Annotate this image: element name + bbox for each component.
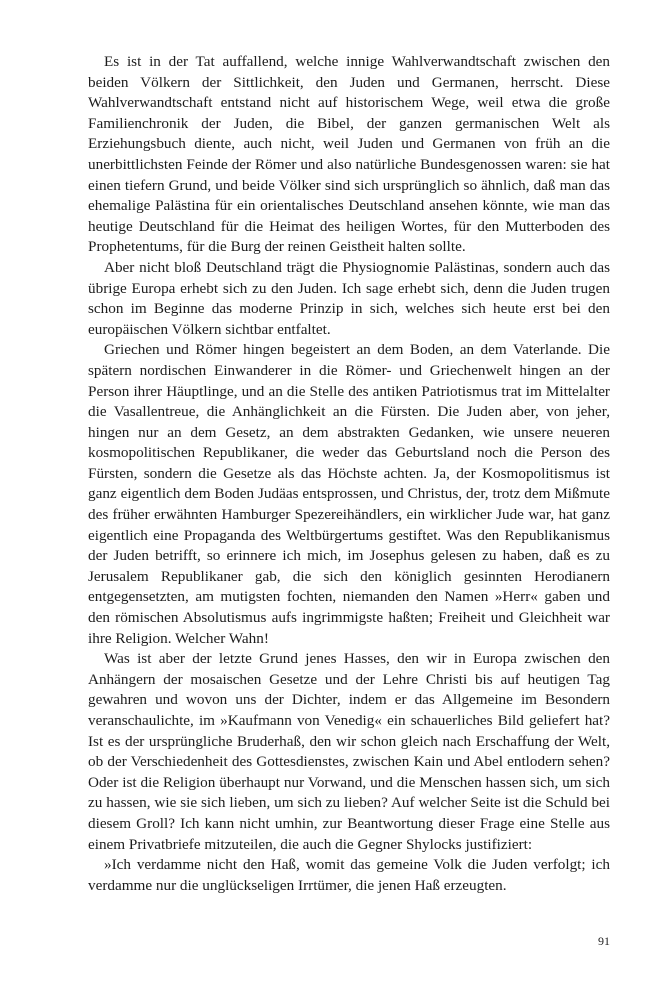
paragraph-5: »Ich verdamme nicht den Haß, womit das gemeine Volk die Juden verfolgt; ich verdamme nur die unglückseligen Irrtümer, die jenen Haß erzeugten. [88, 856, 610, 894]
paragraph-3: Griechen und Römer hingen begeistert an dem Boden, an dem Vaterlande. Die spätern nordischen Einwanderer in die Römer- und Griechenwelt hingen an der Person ihrer Häuptlinge, und an die Stelle des antiken Patriotismus trat im Mittelalter die Vasallentreue, die Anhänglichkeit an die Fürsten. Die Juden aber, von jeher, hingen nur an dem Gesetz, an dem abstrakten Gedanken, wie unsere neueren kosmopolitischen Republikaner, die weder das Geburtsland noch die Person des Fürsten, sondern die Gesetze als das Höchste achten. Ja, der Kosmopolitismus ist ganz eigentlich dem Boden Judäas entsprossen, und Christus, der, trotz dem Mißmute des früher erwähnten Hamburger Spezereihändlers, ein wirklicher Jude war, hat ganz eigentlich eine Propaganda des Weltbürgertums gestiftet. Was den Republikanismus der Juden betrifft, so erinnere ich mich, im Josephus gelesen zu haben, daß es zu Jerusalem Republikaner gab, die sich den königlich gesinnten Herodianern entgegensetzten, am mutigsten fochten, niemanden den Namen »Herr« gaben und den römischen Absolutismus aufs ingrimmigste haßten; Freiheit und Gleichheit war ihre Religion. Welcher Wahn! [88, 341, 610, 647]
body-text [88, 52, 610, 896]
paragraph-1: Es ist in der Tat auffallend, welche innige Wahlverwandtschaft zwischen den beiden Völkern der Sittlichkeit, den Juden und Germanen, herrscht. Diese Wahlverwandtschaft entstand nicht auf historischem Wege, weil etwa die große Familienchronik der Juden, die Bibel, der ganzen germanischen Welt als Erziehungsbuch diente, auch nicht, weil Juden und Germanen von früh an die unerbittlichsten Feinde der Römer und also natürliche Bundesgenossen waren: sie hat einen tiefern Grund, und beide Völker sind sich ursprünglich so ähnlich, daß man das ehemalige Palästina für ein orientalisches Deutschland ansehen könnte, wie man das heutige Deutschland für die Heimat des heiligen Wortes, für den Mutterboden des Prophetentums, für die Burg der reinen Geistheit halten sollte. [88, 53, 610, 256]
paragraph-2: Aber nicht bloß Deutschland trägt die Physiognomie Palästinas, sondern auch das übrige Europa erhebt sich zu den Juden. Ich sage erhebt sich, denn die Juden trugen schon im Beginne das moderne Prinzip in sich, welches sich heute erst bei den europäischen Völkern sichtbar entfaltet. [88, 258, 610, 338]
page-number: 91 [598, 934, 610, 948]
paragraph-4: Was ist aber der letzte Grund jenes Hasses, den wir in Europa zwischen den Anhängern der mosaischen Gesetze und der Lehre Christi bis auf heutigen Tag gewahren und wovon uns der Dichter, indem er das Allgemeine im Besondern veranschaulichte, im »Kaufmann von Venedig« ein schauerliches Bild geliefert hat? Ist es der ursprüngliche Bruderhaß, den wir schon gleich nach Erschaffung der Welt, ob der Verschiedenheit des Gottesdienstes, zwischen Kain und Abel entlodern sehen? Oder ist die Religion überhaupt nur Vorwand, und die Menschen hassen sich, um sich zu hassen, wie sie sich lieben, um sich zu lieben? Auf welcher Seite ist die Schuld bei diesem Groll? Ich kann nicht umhin, zur Beantwortung dieser Frage eine Stelle aus einem Privatbriefe mitzuteilen, die auch die Gegner Shylocks justifiziert: [88, 650, 610, 853]
